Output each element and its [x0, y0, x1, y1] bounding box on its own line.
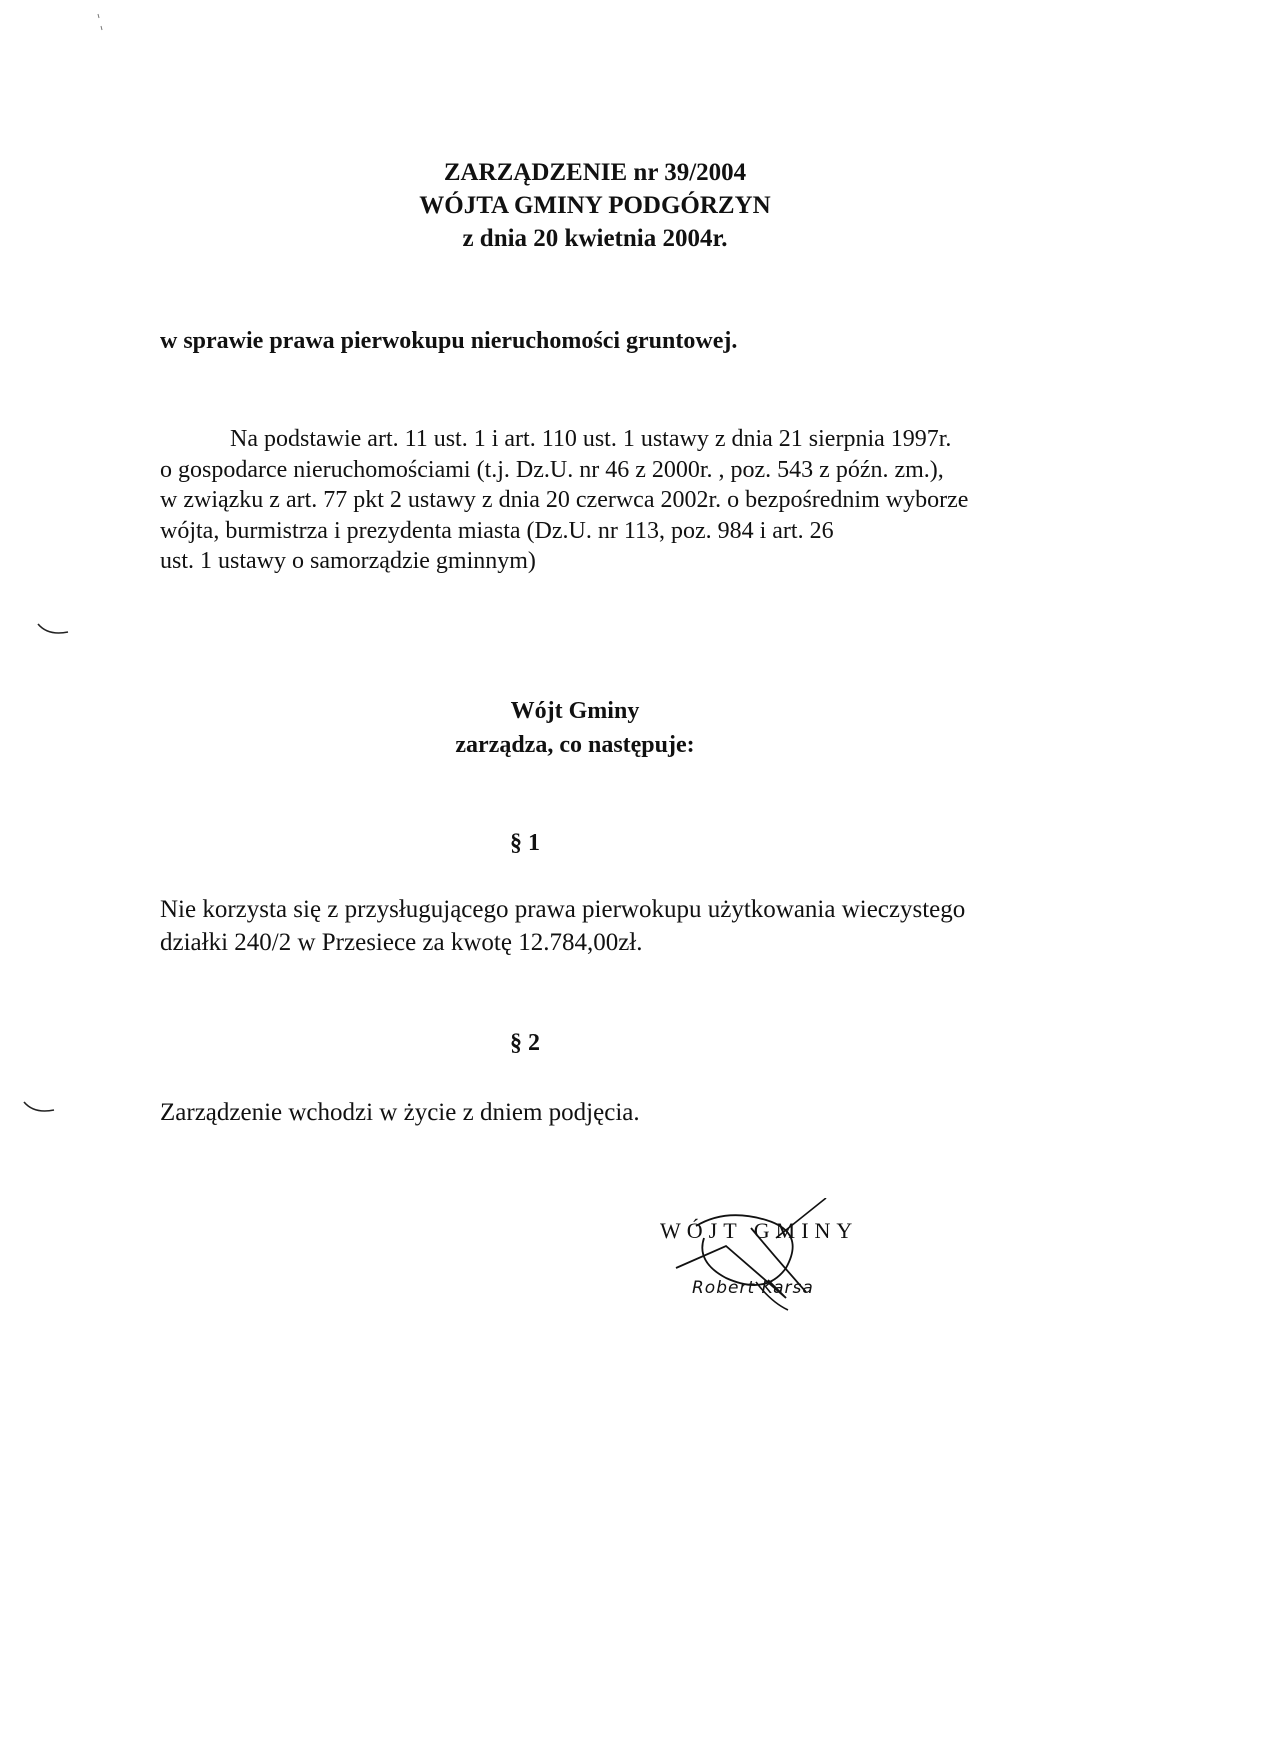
scan-mark-left-2	[22, 1098, 58, 1118]
section-1-text	[160, 893, 965, 959]
legal-basis-line: w związku z art. 77 pkt 2 ustawy z dnia 20 czerwca 2002r. o bezpośrednim wyborze	[160, 487, 969, 513]
scan-mark-top	[92, 12, 106, 34]
section-2-sign: § 2	[510, 1030, 540, 1056]
decree-line-1: Wójt Gminy	[510, 698, 640, 724]
legal-basis-line: o gospodarce nieruchomościami (t.j. Dz.U. nr 46 z 2000r. , poz. 543 z późn. zm.),	[160, 456, 944, 483]
decree-line-2: zarządza, co następuje:	[455, 732, 695, 758]
document-title	[360, 156, 830, 255]
section-1-line: działki 240/2 w Przesiece za kwotę 12.784,00zł.	[160, 929, 643, 956]
stamp-name: Robert Karsa	[692, 1278, 814, 1298]
document-subject: w sprawie prawa pierwokupu nieruchomości gruntowej.	[160, 328, 738, 354]
legal-basis-line: ust. 1 ustawy o samorządzie gminnym)	[160, 548, 536, 574]
stamp-title: WÓJT GMINY	[660, 1218, 859, 1243]
title-line-1: ZARZĄDZENIE nr 39/2004	[443, 159, 747, 186]
handwritten-signature	[656, 1198, 896, 1318]
scan-mark-left-1	[36, 620, 72, 640]
section-1-sign: § 1	[510, 830, 540, 856]
section-2-line: Zarządzenie wchodzi w życie z dniem podjęcia.	[160, 1099, 640, 1126]
title-line-3: z dnia 20 kwietnia 2004r.	[462, 225, 728, 252]
legal-basis	[160, 424, 1160, 577]
decree-heading	[380, 694, 770, 762]
legal-basis-line: wójta, burmistrza i prezydenta miasta (Dz.U. nr 113, poz. 984 i art. 26	[160, 517, 834, 544]
section-1-line: Nie korzysta się z przysługującego prawa pierwokupu użytkowania wieczystego	[160, 896, 966, 923]
official-stamp	[656, 1198, 896, 1318]
legal-basis-line: Na podstawie art. 11 ust. 1 i art. 110 ust. 1 ustawy z dnia 21 sierpnia 1997r.	[230, 426, 952, 452]
section-2-text	[160, 1096, 640, 1129]
title-line-2: WÓJTA GMINY PODGÓRZYN	[419, 192, 771, 219]
